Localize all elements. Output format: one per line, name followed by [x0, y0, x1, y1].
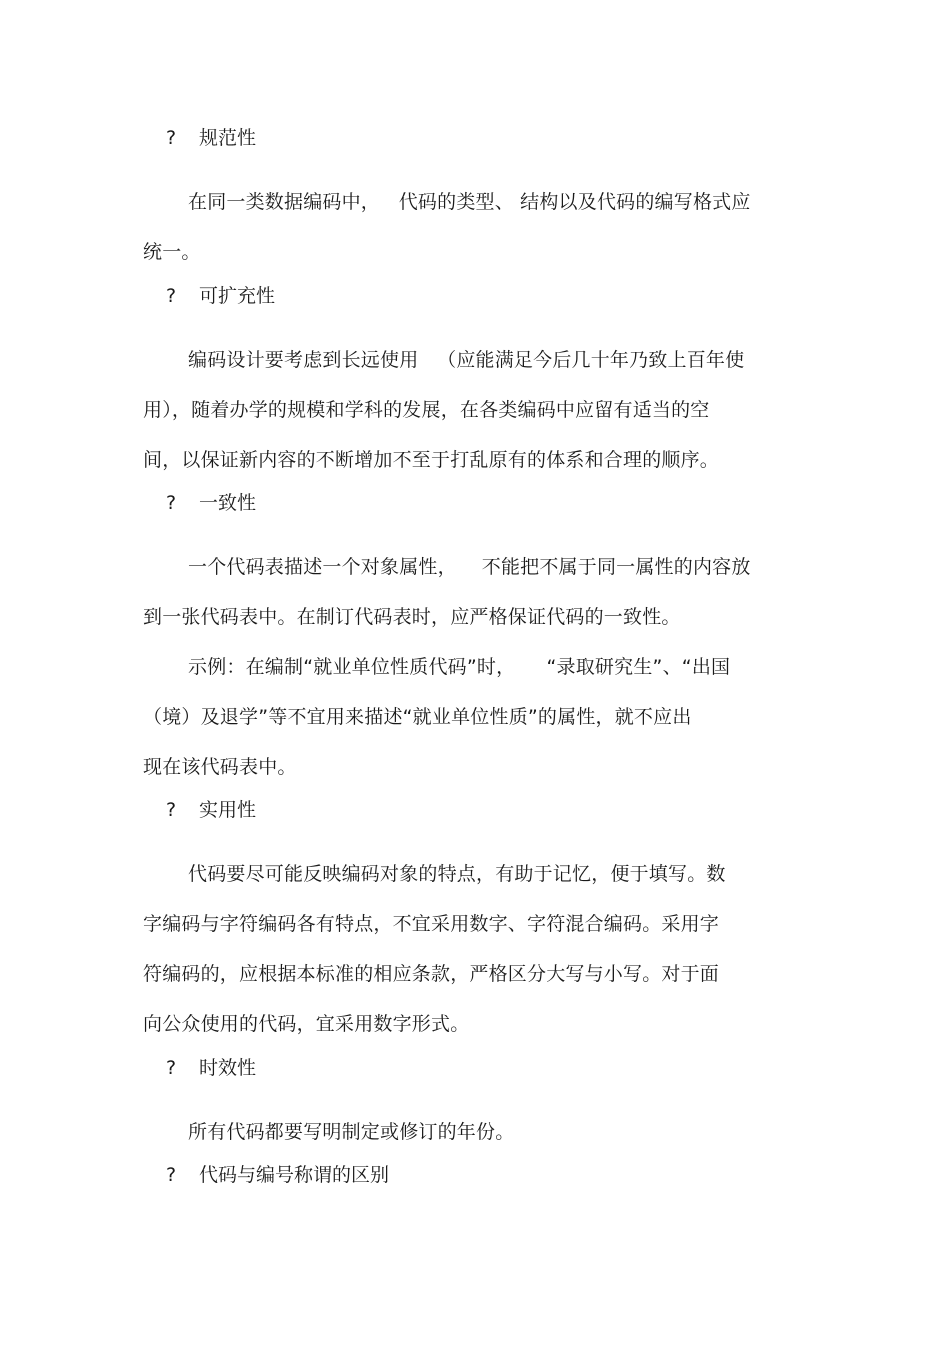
paragraph-line: 用），随着办学的规模和学科的发展，在各类编码中应留有适当的空 — [143, 399, 710, 421]
heading-text: 代码与编号称谓的区别 — [199, 1164, 390, 1186]
paragraph-line: 示例：在编制“就业单位性质代码”时， “录取研究生”、“出国 — [188, 656, 731, 678]
section-heading-practicality — [166, 797, 256, 823]
paragraph-line: （境）及退学”等不宜用来描述“就业单位性质”的属性，就不应出 — [143, 706, 692, 728]
bullet-mark: ? — [166, 1057, 177, 1079]
section-heading-consistency — [166, 490, 256, 516]
paragraph-line: 到一张代码表中。在制订代码表时，应严格保证代码的一致性。 — [143, 606, 681, 628]
section-heading-extensibility — [166, 283, 275, 309]
heading-text: 时效性 — [199, 1057, 257, 1079]
paragraph-line: 向公众使用的代码，宜采用数字形式。 — [143, 1013, 470, 1035]
paragraph-line: 字编码与字符编码各有特点，不宜采用数字、字符混合编码。采用字 — [143, 913, 720, 935]
paragraph-line: 现在该代码表中。 — [143, 756, 297, 778]
section-heading-normativity — [166, 125, 256, 151]
heading-text: 可扩充性 — [199, 285, 276, 307]
paragraph-line: 代码要尽可能反映编码对象的特点，有助于记忆，便于填写。数 — [188, 863, 726, 885]
paragraph-line: 在同一类数据编码中， 代码的类型、 结构以及代码的编写格式应 — [188, 191, 751, 213]
bullet-mark: ? — [166, 799, 177, 821]
heading-text: 实用性 — [199, 799, 257, 821]
paragraph-line: 一个代码表描述一个对象属性， 不能把不属于同一属性的内容放 — [188, 556, 751, 578]
heading-text: 规范性 — [199, 127, 257, 149]
paragraph-line: 符编码的，应根据本标准的相应条款，严格区分大写与小写。对于面 — [143, 963, 720, 985]
bullet-mark: ? — [166, 1164, 177, 1186]
bullet-mark: ? — [166, 492, 177, 514]
section-heading-code-vs-number — [166, 1162, 389, 1188]
bullet-mark: ? — [166, 127, 177, 149]
bullet-mark: ? — [166, 285, 177, 307]
paragraph-line: 间，以保证新内容的不断增加不至于打乱原有的体系和合理的顺序。 — [143, 449, 720, 471]
paragraph-line: 所有代码都要写明制定或修订的年份。 — [188, 1121, 515, 1143]
paragraph-line: 编码设计要考虑到长远使用 （应能满足今后几十年乃致上百年使 — [188, 349, 745, 371]
paragraph-line: 统一。 — [143, 241, 201, 263]
heading-text: 一致性 — [199, 492, 257, 514]
section-heading-timeliness — [166, 1055, 256, 1081]
